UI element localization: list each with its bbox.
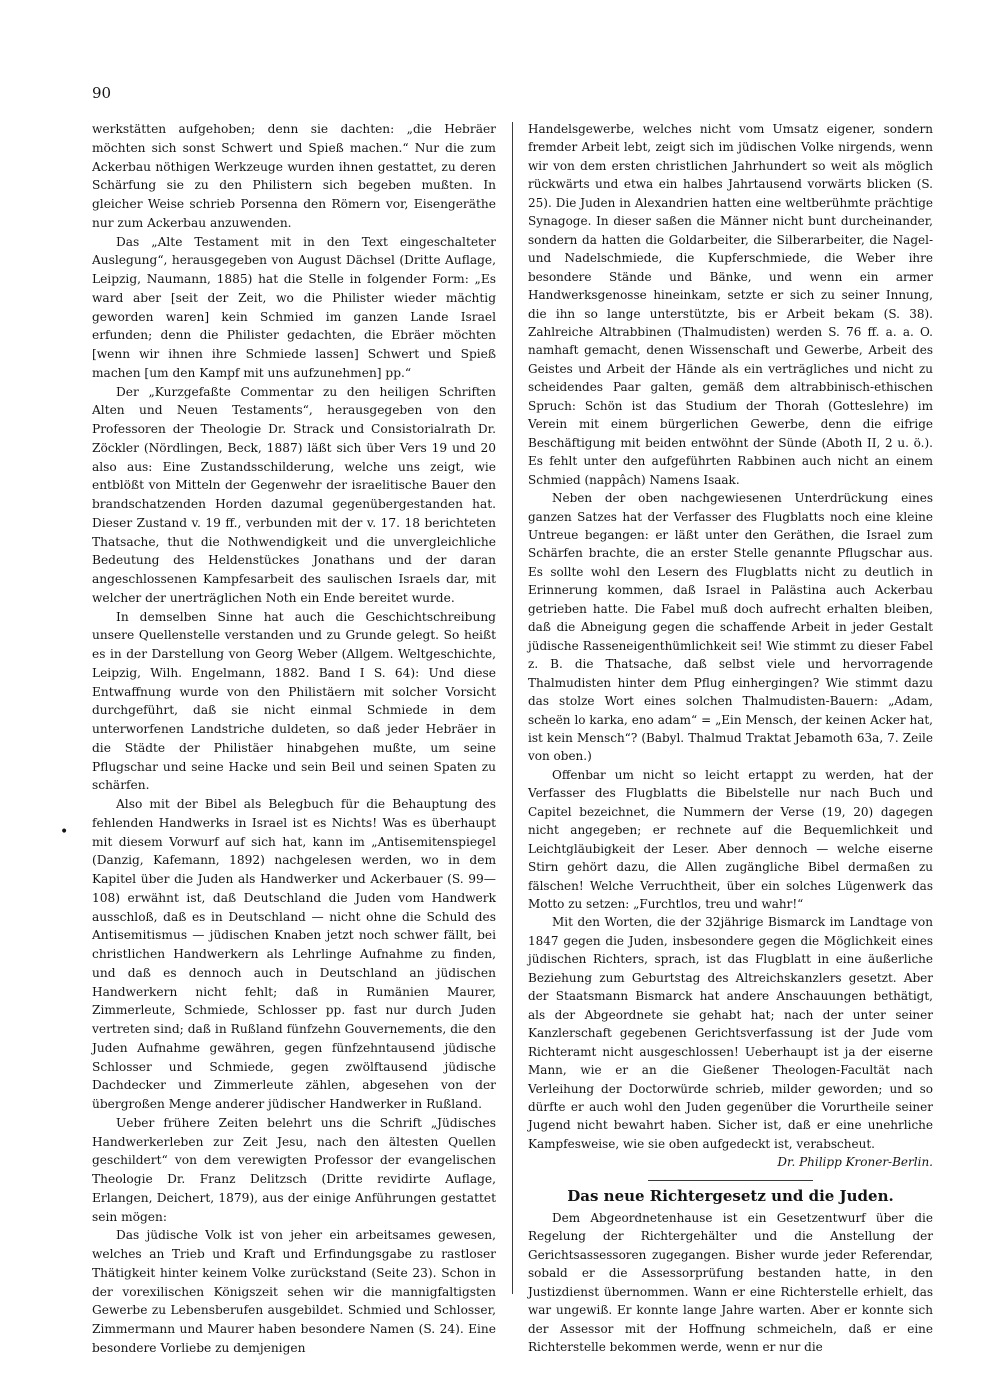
right-paragraph: Offenbar um nicht so leicht ertappt zu werden, hat der Verfasser des Flugblatts die Bibelstelle nur nach Buch und Capitel bezeichnet, die Nummern der Verse (19, 20) dagegen nicht angegeben; er rechnete auf die Bequemlichkeit und Leichtgläubigkeit der Leser. Aber dennoch — welche eiserne Stirn gehört dazu, die Allen zugängliche Bibel dermaßen zu fälschen! Welche Verruchtheit, über ein solches Lügenwerk das Motto zu setzen: „Furchtlos, treu und wahr!“ [528, 767, 933, 912]
left-paragraph: In demselben Sinne hat auch die Geschichtschreibung unsere Quellenstelle verstanden und zu Grunde gelegt. So heißt es in der Darstellung von Georg Weber (Allgem. Weltgeschichte, Leipzig, Wilh. Engelmann, 1882. Band I S. 64): Und diese Entwaffnung wurde von den Philistäern mit solcher Vorsicht durchgeführt, daß sie nicht einmal Schmiede in dem unterworfenen Landstriche duldeten, so daß jeder Hebräer in die Städte der Philistäer hinabgehen mußte, um seine Pflugschar und seine Hacke und sein Beil und seinen Spaten zu schärfen. [92, 609, 496, 793]
left-paragraph: Also mit der Bibel als Belegbuch für die Behauptung des fehlenden Handwerks in Israel ist es Nichts! Was es überhaupt mit diesem Vorwurf auf sich hat, kann im „Antisemitenspiegel (Danzig, Kafemann, 1892) nachgelesen werden, wo in dem Kapitel über die Juden als Handwerker und Ackerbauer (S. 99—108) erwähnt ist, daß Deutschland die Juden vom Handwerk ausschloß, daß es in Deutschland — nicht ohne die Schuld des Antisemitismus — jüdischen Knaben jetzt noch schwer fällt, bei christlichen Handwerkern als Lehrlinge Aufnahme zu finden, und daß es dennoch auch in Deutschland an jüdischen Handwerkern nicht fehlt; daß in Rumänien Maurer, Zimmerleute, Schmiede, Schlosser pp. fast nur durch Juden vertreten sind; daß in Rußland fünfzehn Gouvernements, die den Juden Aufnahme gewähren, gegen fünfzehntausend jüdische Schlosser und Schmiede, gegen zwölftausend jüdische Dachdecker und Zimmerleute zählen, abgesehen von der übergroßen Menge anderer jüdischer Handwerker in Rußland. [92, 797, 496, 1111]
left-paragraph: Das jüdische Volk ist von jeher ein arbeitsames gewesen, welches an Trieb und Kraft und Erfindungsgabe zu rastloser Thätigkeit hinter keinem Volke zurückstand (Seite 23). Schon in der vorexilischen Königszeit sehen wir die mannigfaltigsten Gewerbe zu Lebensberufen ausgebildet. Schmied und Schlosser, Zimmermann und Maurer haben besondere Namen (S. 24). Eine besondere Vorliebe zu demjenigen [92, 1228, 496, 1355]
right-column [528, 120, 933, 1356]
marginal-dot: • [60, 824, 69, 840]
right-paragraph: Handelsgewerbe, welches nicht vom Umsatz eigener, sondern fremder Arbeit lebt, zeigt sich im jüdischen Volke nirgends, wenn wir von dem ersten christlichen Jahrhundert so weit als möglich rückwärts und etwa ein halbes Jahrtausend vorwärts blicken (S. 25). Die Juden in Alexandrien hatten eine weltberühmte prächtige Synagoge. In dieser saßen die Männer nicht bunt durcheinander, sondern da hatten die Goldarbeiter, die Silberarbeiter, die Nagel- und Nadelschmiede, die Kupferschmiede, die Weber ihre besondere Stände und Bänke, und wenn ein armer Handwerksgenosse hineinkam, setzte er sich zu seiner Innung, die ihn so lange unterstützte, bis er Arbeit bekam (S. 38). Zahlreiche Altrabbinen (Thalmudisten) werden S. 76 ff. a. a. O. namhaft gemacht, denen Wissenschaft und Gewerbe, Arbeit des Geistes und Arbeit der Hände als ein verträgliches und nicht zu scheidendes Paar galten, gemäß dem altrabbinisch-ethischen Spruch: Schön ist das Studium der Thorah (Gotteslehre) im Verein mit einem bürgerlichen Gewerbe, denn die eifrige Beschäftigung mit beiden entwöhnt der Sünde (Aboth II, 2 u. ö.). Es fehlt unter den aufgeführten Rabbinen auch nicht an einem Schmied (nappâch) Namens Isaak. [528, 122, 933, 487]
left-paragraph: Das „Alte Testament mit in den Text eingeschalteter Auslegung“, herausgegeben von August Dächsel (Dritte Auflage, Leipzig, Naumann, 1885) hat die Stelle in folgender Form: „Es ward aber [seit der Zeit, wo die Philister wieder mächtig geworden waren] kein Schmied im ganzen Lande Israel erfunden; denn die Philister gedachten, die Ebräer möchten [wenn wir ihnen ihre Schmiede lassen] Schwert und Spieß machen [um den Kampf mit uns aufzunehmen] pp.“ [92, 234, 496, 380]
section-heading: Das neue Richtergesetz und die Juden. [567, 1186, 894, 1205]
section-rule [648, 1180, 813, 1181]
author-byline: Dr. Philipp Kroner-Berlin. [777, 1155, 933, 1170]
right-paragraph: Neben der oben nachgewiesenen Unterdrückung eines ganzen Satzes hat der Verfasser des Flugblatts noch eine kleine Untreue begangen: er läßt unter den Geräthen, die Israel zum Schärfen brachte, die an erster Stelle genannte Pflugschar aus. Es sollte wohl den Lesern des Flugblatts nicht zu deutlich in Erinnerung kommen, daß Israel in Palästina auch Ackerbau getrieben hatte. Die Fabel muß doch aufrecht erhalten bleiben, daß die Abneigung gegen die schaffende Arbeit in jeder Gestalt jüdische Rasseneigenthümlichkeit sei! Wie stimmt zu dieser Fabel z. B. die Thatsache, daß selbst viele und hervorragende Thalmudisten hinter dem Pflug einhergingen? Wie stimmt dazu das stolze Wort eines solchen Thalmudisten-Bauern: „Adam, scheën lo karka, eno adam“ = „Ein Mensch, der keinen Acker hat, ist kein Mensch“? (Babyl. Thalmud Traktat Jebamoth 63a, 7. Zeile von oben.) [528, 491, 933, 764]
left-paragraph: Ueber frühere Zeiten belehrt uns die Schrift „Jüdisches Handwerkerleben zur Zeit Jesu, nach den ältesten Quellen geschildert“ von dem verewigten Professor der evangelischen Theologie Dr. Franz Delitzsch (Dritte revidirte Auflage, Erlangen, Deichert, 1879), aus der einige Anführungen gestattet sein mögen: [92, 1115, 496, 1224]
section-paragraph: Dem Abgeordnetenhause ist ein Gesetzentwurf über die Regelung der Richtergehälter und die Anstellung der Gerichtsassessoren zugegangen. Bisher wurde jeder Referendar, sobald er die Assessorprüfung bestanden hatte, in den Justizdienst übernommen. Wann er eine Richterstelle erhielt, das war ungewiß. Er konnte lange Jahre warten. Aber er konnte sich der Assessor mit der Hoffnung schmeicheln, daß er eine Richterstelle bekommen werde, wenn er nur die [528, 1210, 933, 1354]
column-divider [512, 122, 513, 1294]
right-paragraph: Mit den Worten, die der 32jährige Bismarck im Landtage von 1847 gegen die Juden, insbesondere gegen die Möglichkeit eines jüdischen Richters, sprach, ist das Flugblatt in eine äußerliche Beziehung zum Geburtstag des Altreichskanzlers gesetzt. Aber der Staatsmann Bismarck hat andere Anschauungen bethätigt, als der Abgeordnete sie gehabt hat; nach der unter seiner Kanzlerschaft gegebenen Gerichtsverfassung ist der Jude vom Richteramt nicht ausgeschlossen! Ueberhaupt ist ja der eiserne Mann, wie er an die Gießener Theologen-Facultät nach Verleihung der Doctorwürde schrieb, milder geworden; und so dürfte er auch wohl den Juden gegenüber die Vorurtheile seiner Jugend nicht bewahrt haben. Sicher ist, daß er eine unehrliche Kampfesweise, wie sie oben aufgedeckt ist, verabscheut. [528, 915, 933, 1151]
left-paragraph: Der „Kurzgefaßte Commentar zu den heiligen Schriften Alten und Neuen Testaments“, herausgegeben von den Professoren der Theologie Dr. Strack und Consistorialrath Dr. Zöckler (Nördlingen, Beck, 1887) läßt sich über Vers 19 und 20 also aus: Eine Zustandsschilderung, welche uns zeigt, wie entblößt von Mitteln der Gegenwehr der israelitische Bauer den brandschatzenden Horden dazumal gegenübergestanden hat. Dieser Zustand v. 19 ff., verbunden mit der v. 17. 18 berichteten Thatsache, thut die Nothwendigkeit und die unvergleichliche Bedeutung des Heldenstückes Jonathans und der daran angeschlossenen Kampfesarbeit des saulischen Israels dar, mit welcher der unerträglichen Noth ein Ende bereitet wurde. [92, 384, 496, 605]
page-number: 90 [92, 84, 112, 102]
left-column [92, 120, 496, 1358]
left-paragraph: werkstätten aufgehoben; denn sie dachten: „die Hebräer möchten sich sonst Schwert und Spieß machen.“ Nur die zum Ackerbau nöthigen Werkzeuge wurden ihnen gestattet, zu deren Schärfung sie zu den Philistern sich begeben mußten. In gleicher Weise schrieb Porsenna den Römern vor, Eisengeräthe nur zum Ackerbau anzuwenden. [92, 122, 496, 230]
